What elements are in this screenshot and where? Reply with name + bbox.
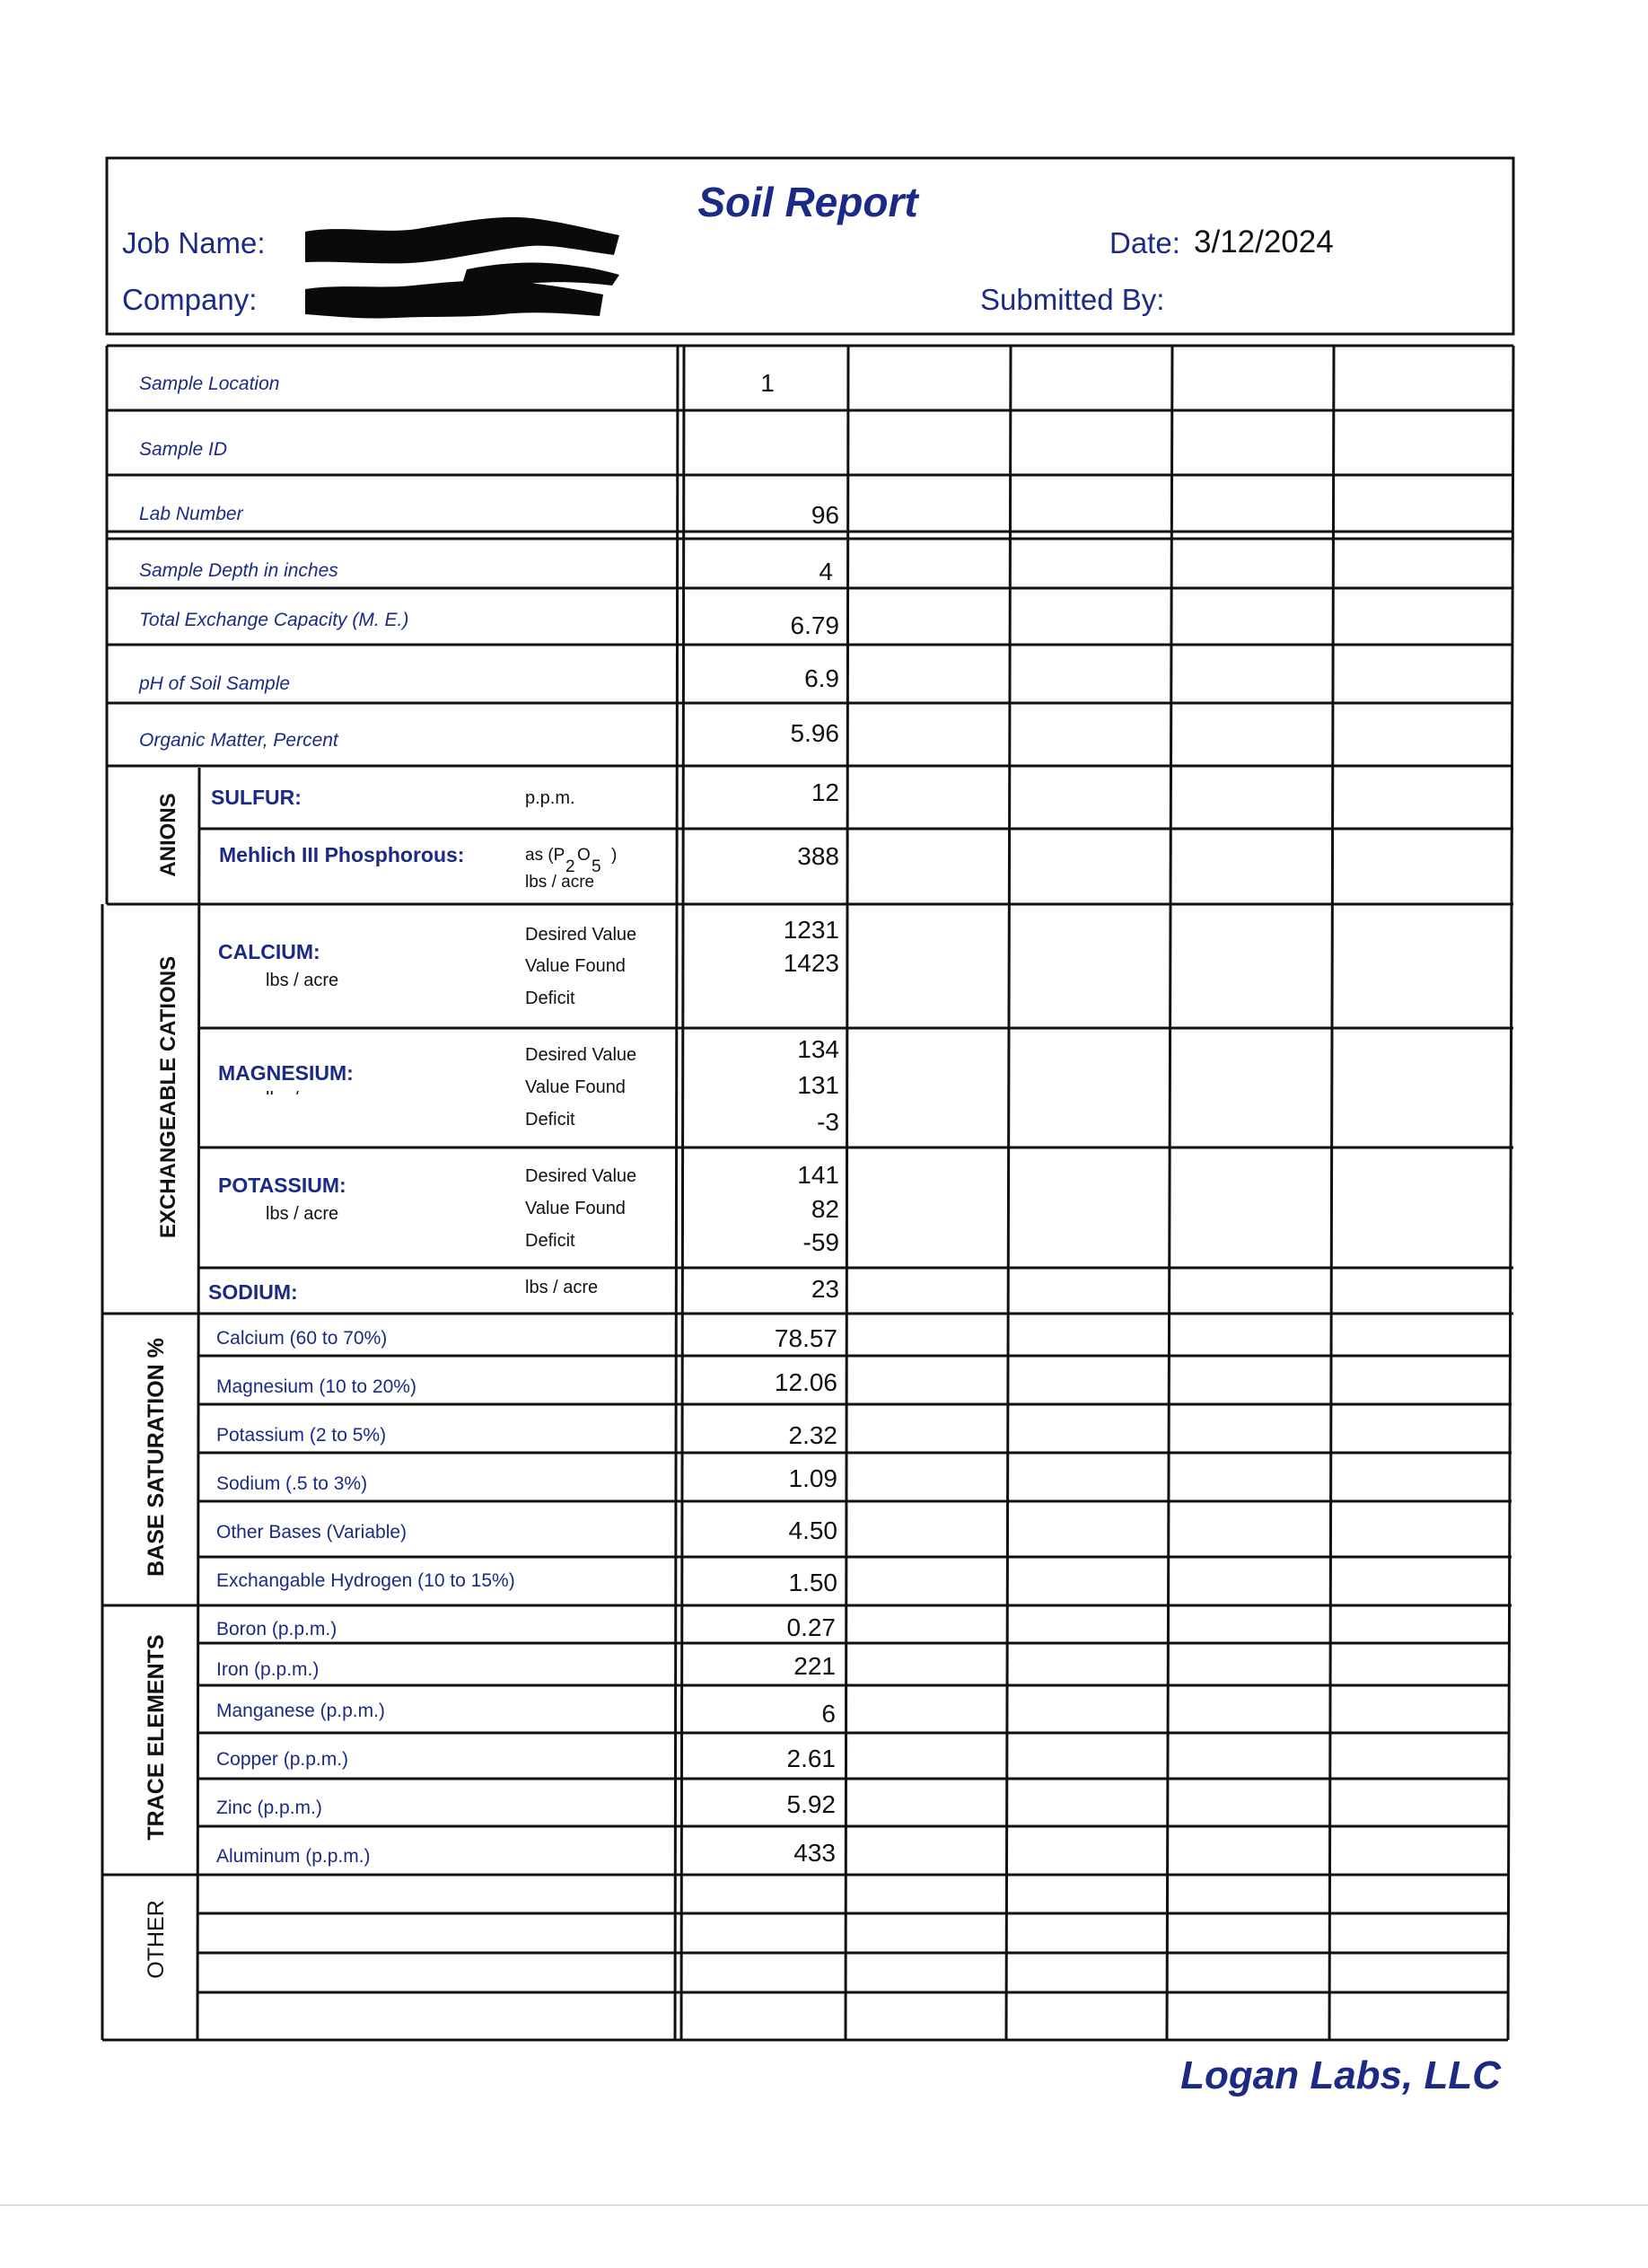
phosphorous-value: 388 — [797, 842, 839, 870]
bs-hydrogen-value: 1.50 — [788, 1569, 837, 1596]
ph-value: 6.9 — [804, 664, 839, 692]
phosphorous-unit-o: O — [577, 846, 591, 865]
sulfur-label: SULFUR: — [211, 786, 302, 809]
potassium-found-label: Value Found — [525, 1199, 626, 1218]
bs-other-bases-label: Other Bases (Variable) — [216, 1522, 408, 1543]
sample-location-value: 1 — [760, 369, 775, 397]
sample-id-label: Sample ID — [139, 439, 228, 460]
boron-value: 0.27 — [786, 1613, 836, 1641]
sodium-label: SODIUM: — [208, 1280, 298, 1304]
sulfur-unit: p.p.m. — [525, 788, 575, 808]
bs-sodium-value: 1.09 — [788, 1464, 837, 1492]
calcium-desired-label: Desired Value — [525, 925, 637, 945]
calcium-unit: lbs / acre — [266, 971, 339, 990]
company-redaction — [305, 280, 603, 318]
sample-depth-value: 4 — [819, 558, 833, 585]
company-label: Company: — [122, 283, 258, 316]
iron-label: Iron (p.p.m.) — [216, 1659, 320, 1680]
magnesium-found-label: Value Found — [525, 1077, 626, 1097]
bs-calcium-label: Calcium (60 to 70%) — [216, 1328, 388, 1349]
magnesium-desired-label: Desired Value — [525, 1045, 637, 1065]
sulfur-value: 12 — [811, 778, 839, 806]
tec-value: 6.79 — [790, 611, 839, 639]
bs-sodium-label: Sodium (.5 to 3%) — [216, 1473, 368, 1494]
potassium-deficit-label: Deficit — [525, 1231, 575, 1251]
job-name-label: Job Name: — [122, 226, 266, 259]
magnesium-found-value: 131 — [797, 1071, 839, 1099]
bs-potassium-value: 2.32 — [788, 1421, 837, 1449]
sodium-unit: lbs / acre — [525, 1278, 599, 1297]
base-saturation-section-label: BASE SATURATION % — [144, 1338, 169, 1577]
phosphorous-unit-as: as (P — [525, 846, 565, 865]
bs-magnesium-value: 12.06 — [774, 1368, 837, 1396]
phosphorous-unit-sub2: 2 — [565, 857, 575, 876]
calcium-deficit-label: Deficit — [525, 989, 575, 1008]
lab-number-label: Lab Number — [139, 504, 243, 524]
bs-magnesium-label: Magnesium (10 to 20%) — [216, 1376, 416, 1397]
bs-hydrogen-label: Exchangable Hydrogen (10 to 15%) — [216, 1570, 515, 1591]
bs-calcium-value: 78.57 — [774, 1324, 837, 1352]
calcium-label: CALCIUM: — [218, 940, 320, 963]
ph-label: pH of Soil Sample — [139, 673, 291, 694]
sodium-value: 23 — [811, 1275, 839, 1303]
sample-location-label: Sample Location — [139, 374, 280, 394]
scan-edge-line — [0, 2204, 1648, 2206]
organic-matter-value: 5.96 — [790, 719, 839, 747]
footer-company: Logan Labs, LLC — [1180, 2053, 1501, 2097]
sample-depth-label: Sample Depth in inches — [139, 560, 338, 581]
organic-matter-label: Organic Matter, Percent — [139, 730, 338, 751]
calcium-desired-value: 1231 — [783, 916, 839, 944]
zinc-label: Zinc (p.p.m.) — [216, 1798, 322, 1818]
potassium-desired-label: Desired Value — [525, 1166, 637, 1186]
manganese-label: Manganese (p.p.m.) — [216, 1701, 385, 1721]
tec-label: Total Exchange Capacity (M. E.) — [139, 610, 409, 630]
potassium-deficit-value: -59 — [802, 1228, 839, 1256]
magnesium-desired-value: 134 — [797, 1035, 839, 1063]
boron-label: Boron (p.p.m.) — [216, 1619, 337, 1639]
calcium-found-label: Value Found — [525, 956, 626, 976]
zinc-value: 5.92 — [786, 1790, 836, 1818]
lab-number-value: 96 — [811, 501, 839, 529]
potassium-found-value: 82 — [811, 1195, 839, 1223]
phosphorous-label: Mehlich III Phosphorous: — [219, 843, 465, 866]
manganese-value: 6 — [821, 1700, 836, 1727]
submitted-by-label: Submitted By: — [980, 283, 1165, 316]
bs-other-bases-value: 4.50 — [788, 1516, 837, 1544]
magnesium-label: MAGNESIUM: — [218, 1061, 354, 1085]
cations-section-label: EXCHANGEABLE CATIONS — [156, 955, 180, 1239]
copper-label: Copper (p.p.m.) — [216, 1749, 349, 1770]
other-section-label: OTHER — [144, 1900, 169, 1979]
magnesium-unit-crop — [251, 1094, 359, 1112]
aluminum-label: Aluminum (p.p.m.) — [216, 1846, 371, 1867]
iron-value: 221 — [793, 1652, 836, 1680]
aluminum-value: 433 — [793, 1839, 836, 1867]
potassium-unit: lbs / acre — [266, 1204, 339, 1224]
magnesium-deficit-label: Deficit — [525, 1110, 575, 1130]
anions-section-label: ANIONS — [156, 793, 180, 877]
copper-value: 2.61 — [786, 1745, 836, 1772]
phosphorous-unit-close: ) — [611, 846, 618, 865]
potassium-label: POTASSIUM: — [218, 1174, 346, 1197]
calcium-found-value: 1423 — [783, 949, 839, 977]
report-title: Soil Report — [697, 179, 918, 225]
job-name-redaction — [305, 217, 619, 286]
phosphorous-unit-sub5: 5 — [592, 857, 601, 876]
bs-potassium-label: Potassium (2 to 5%) — [216, 1425, 387, 1446]
date-label: Date: — [1109, 226, 1180, 259]
magnesium-deficit-value: -3 — [817, 1108, 839, 1136]
potassium-desired-value: 141 — [797, 1161, 839, 1189]
trace-elements-section-label: TRACE ELEMENTS — [144, 1634, 169, 1841]
date-value: 3/12/2024 — [1194, 224, 1334, 259]
phosphorous-unit-lbs: lbs / acre — [525, 873, 595, 892]
